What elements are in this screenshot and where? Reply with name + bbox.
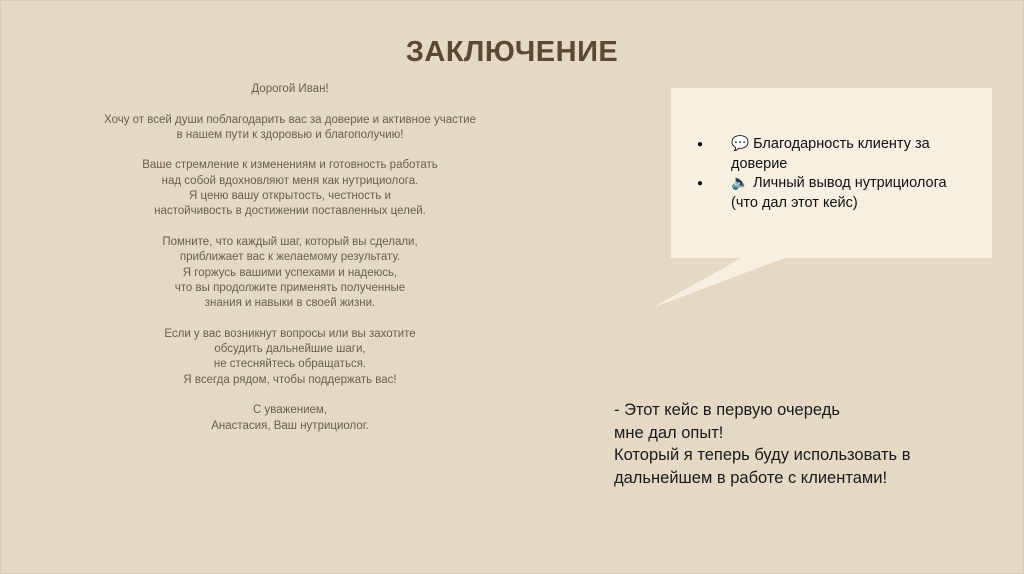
letter-line: над собой вдохновляют меня как нутрициолога. bbox=[161, 174, 419, 187]
letter-line: Хочу от всей души поблагодарить вас за доверие и активное участие bbox=[104, 113, 476, 126]
letter-line: Я всегда рядом, чтобы поддержать вас! bbox=[183, 373, 397, 386]
letter-paragraph-3 bbox=[60, 235, 520, 311]
speech-bubble-icon: 💬 bbox=[731, 136, 750, 152]
bullet-text: Благодарность клиенту за bbox=[753, 136, 930, 152]
bullet-text: доверие bbox=[731, 155, 788, 172]
slide-title: ЗАКЛЮЧЕНИЕ bbox=[405, 36, 619, 68]
bubble-bullet-item bbox=[697, 135, 977, 174]
bullet-text: (что дал этот кейс) bbox=[731, 194, 858, 211]
closing-line: - Этот кейс в первую очередь bbox=[614, 401, 840, 419]
letter-line: Анастасия, Ваш нутрициолог. bbox=[211, 419, 369, 432]
letter-line: не стесняйтесь обращаться. bbox=[213, 358, 367, 371]
letter-line: приближает вас к желаемому результату. bbox=[179, 251, 401, 264]
speaker-icon: 🔈 bbox=[731, 175, 750, 191]
letter-line: обсудить дальнейшие шаги, bbox=[214, 343, 366, 356]
letter-line: в нашем пути к здоровью и благополучию! bbox=[176, 128, 404, 141]
closing-line: дальнейшем в работе с клиентами! bbox=[614, 468, 888, 487]
letter-line: Дорогой Иван! bbox=[251, 83, 329, 95]
letter-line: Я горжусь вашими успехами и надеюсь, bbox=[182, 266, 398, 279]
letter-line: настойчивость в достижении поставленных целей. bbox=[154, 205, 426, 218]
bullet-dot-icon: ● bbox=[697, 178, 704, 189]
closing-line: мне дал опыт! bbox=[614, 423, 724, 442]
closing-text bbox=[614, 399, 994, 489]
letter-line: С уважением, bbox=[253, 404, 327, 417]
letter-signature bbox=[60, 403, 520, 434]
letter-paragraph-1 bbox=[60, 113, 520, 144]
letter-line: что вы продолжите применять полученные bbox=[174, 281, 406, 294]
letter-line: Помните, что каждый шаг, который вы сделали, bbox=[162, 235, 418, 248]
letter-paragraph-2 bbox=[60, 158, 520, 219]
letter-line: Я ценю вашу открытость, честность и bbox=[189, 190, 391, 203]
letter-line: знания и навыки в своей жизни. bbox=[204, 297, 376, 310]
bullet-dot-icon: ● bbox=[697, 139, 704, 150]
letter-line: Если у вас возникнут вопросы или вы захотите bbox=[164, 327, 416, 340]
letter-greeting bbox=[60, 82, 520, 97]
closing-line: Который я теперь буду использовать в bbox=[614, 446, 911, 464]
bullet-text: Личный вывод нутрициолога bbox=[753, 175, 947, 191]
bubble-bullet-list bbox=[697, 135, 977, 213]
bubble-bullet-item bbox=[697, 174, 977, 213]
letter-paragraph-4 bbox=[60, 327, 520, 388]
letter-text bbox=[60, 82, 520, 449]
letter-line: Ваше стремление к изменениям и готовность работать bbox=[142, 159, 438, 172]
